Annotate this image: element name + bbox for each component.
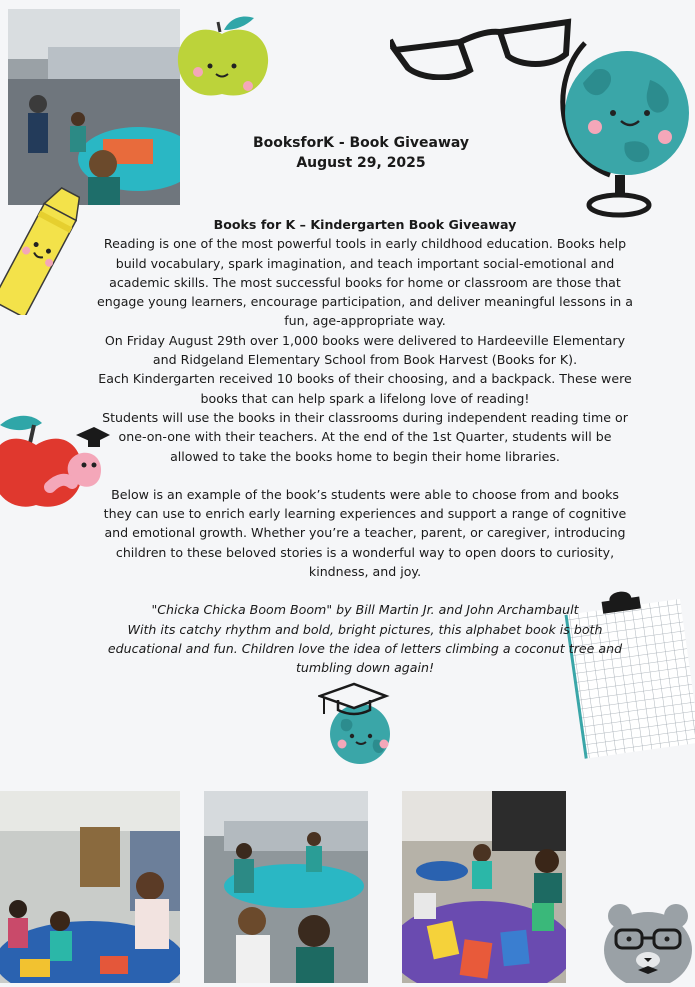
- paragraph-line: academic skills. The most successful books for home or classroom are those that: [109, 274, 621, 290]
- paragraph-line: and emotional growth. Whether you’re a teacher, parent, or caregiver, introducing: [104, 525, 626, 541]
- bear-icon: [600, 898, 695, 983]
- paragraph-line: Students will use the books in their classrooms during independent reading time or: [102, 409, 628, 425]
- paragraph-line: one-on-one with their teachers. At the end of the 1st Quarter, students will be: [118, 429, 612, 445]
- paragraph-line: and Ridgeland Elementary School from Book Harvest (Books for K).: [152, 352, 578, 368]
- title-date: August 29, 2025: [296, 155, 426, 171]
- paragraph-line: Each Kindergarten received 10 books of their choosing, and a backpack. These were: [98, 371, 632, 387]
- paragraph-line: Below is an example of the book’s students were able to choose from and books: [111, 486, 619, 502]
- page-title: [0, 133, 695, 173]
- crayon-icon: [0, 185, 80, 315]
- green-apple-icon: [172, 8, 272, 103]
- paragraph-line: On Friday August 29th over 1,000 books were delivered to Hardeeville Elementary: [104, 332, 626, 348]
- article-heading: Books for K – Kindergarten Book Giveaway: [213, 217, 517, 232]
- paragraph-line: Reading is one of the most powerful tools in early childhood education. Books help: [103, 236, 627, 252]
- paragraph-line: they can use to enrich early learning experiences and support a range of cognitive: [103, 506, 627, 522]
- paragraph-line: children to these beloved stories is a wonderful way to open doors to curiosity,: [115, 544, 615, 560]
- book-quote-line: "Chicka Chicka Boom Boom" by Bill Martin Jr. and John Archambault: [151, 602, 579, 618]
- title-line-1: BooksforK - Book Giveaway: [252, 135, 470, 151]
- paragraph-line: kindness, and joy.: [308, 564, 422, 580]
- book-quote-line: tumbling down again!: [295, 660, 435, 676]
- book-quote-line: educational and fun. Children love the idea of letters climbing a coconut tree and: [107, 640, 623, 656]
- book-quote-line: With its catchy rhythm and bold, bright pictures, this alphabet book is both: [127, 621, 603, 637]
- graduation-globe-icon: [318, 682, 398, 767]
- paragraph-line: engage young learners, encourage participation, and deliver meaningful lessons in a: [96, 294, 634, 310]
- paragraph-line: fun, age-appropriate way.: [284, 313, 446, 329]
- classroom-photo-bottom-2: [204, 791, 368, 983]
- paragraph-line: build vocabulary, spark imagination, and teach important social-emotional and: [115, 255, 615, 271]
- classroom-photo-bottom-1: [0, 791, 180, 983]
- article-body: [80, 215, 650, 678]
- classroom-photo-top: [8, 9, 180, 205]
- paragraph-line: books that can help spark a lifelong love of reading!: [200, 390, 530, 406]
- globe-icon: [555, 25, 695, 220]
- classroom-photo-bottom-3: [402, 791, 566, 983]
- paragraph-line: allowed to take the books home to begin their home libraries.: [170, 448, 560, 464]
